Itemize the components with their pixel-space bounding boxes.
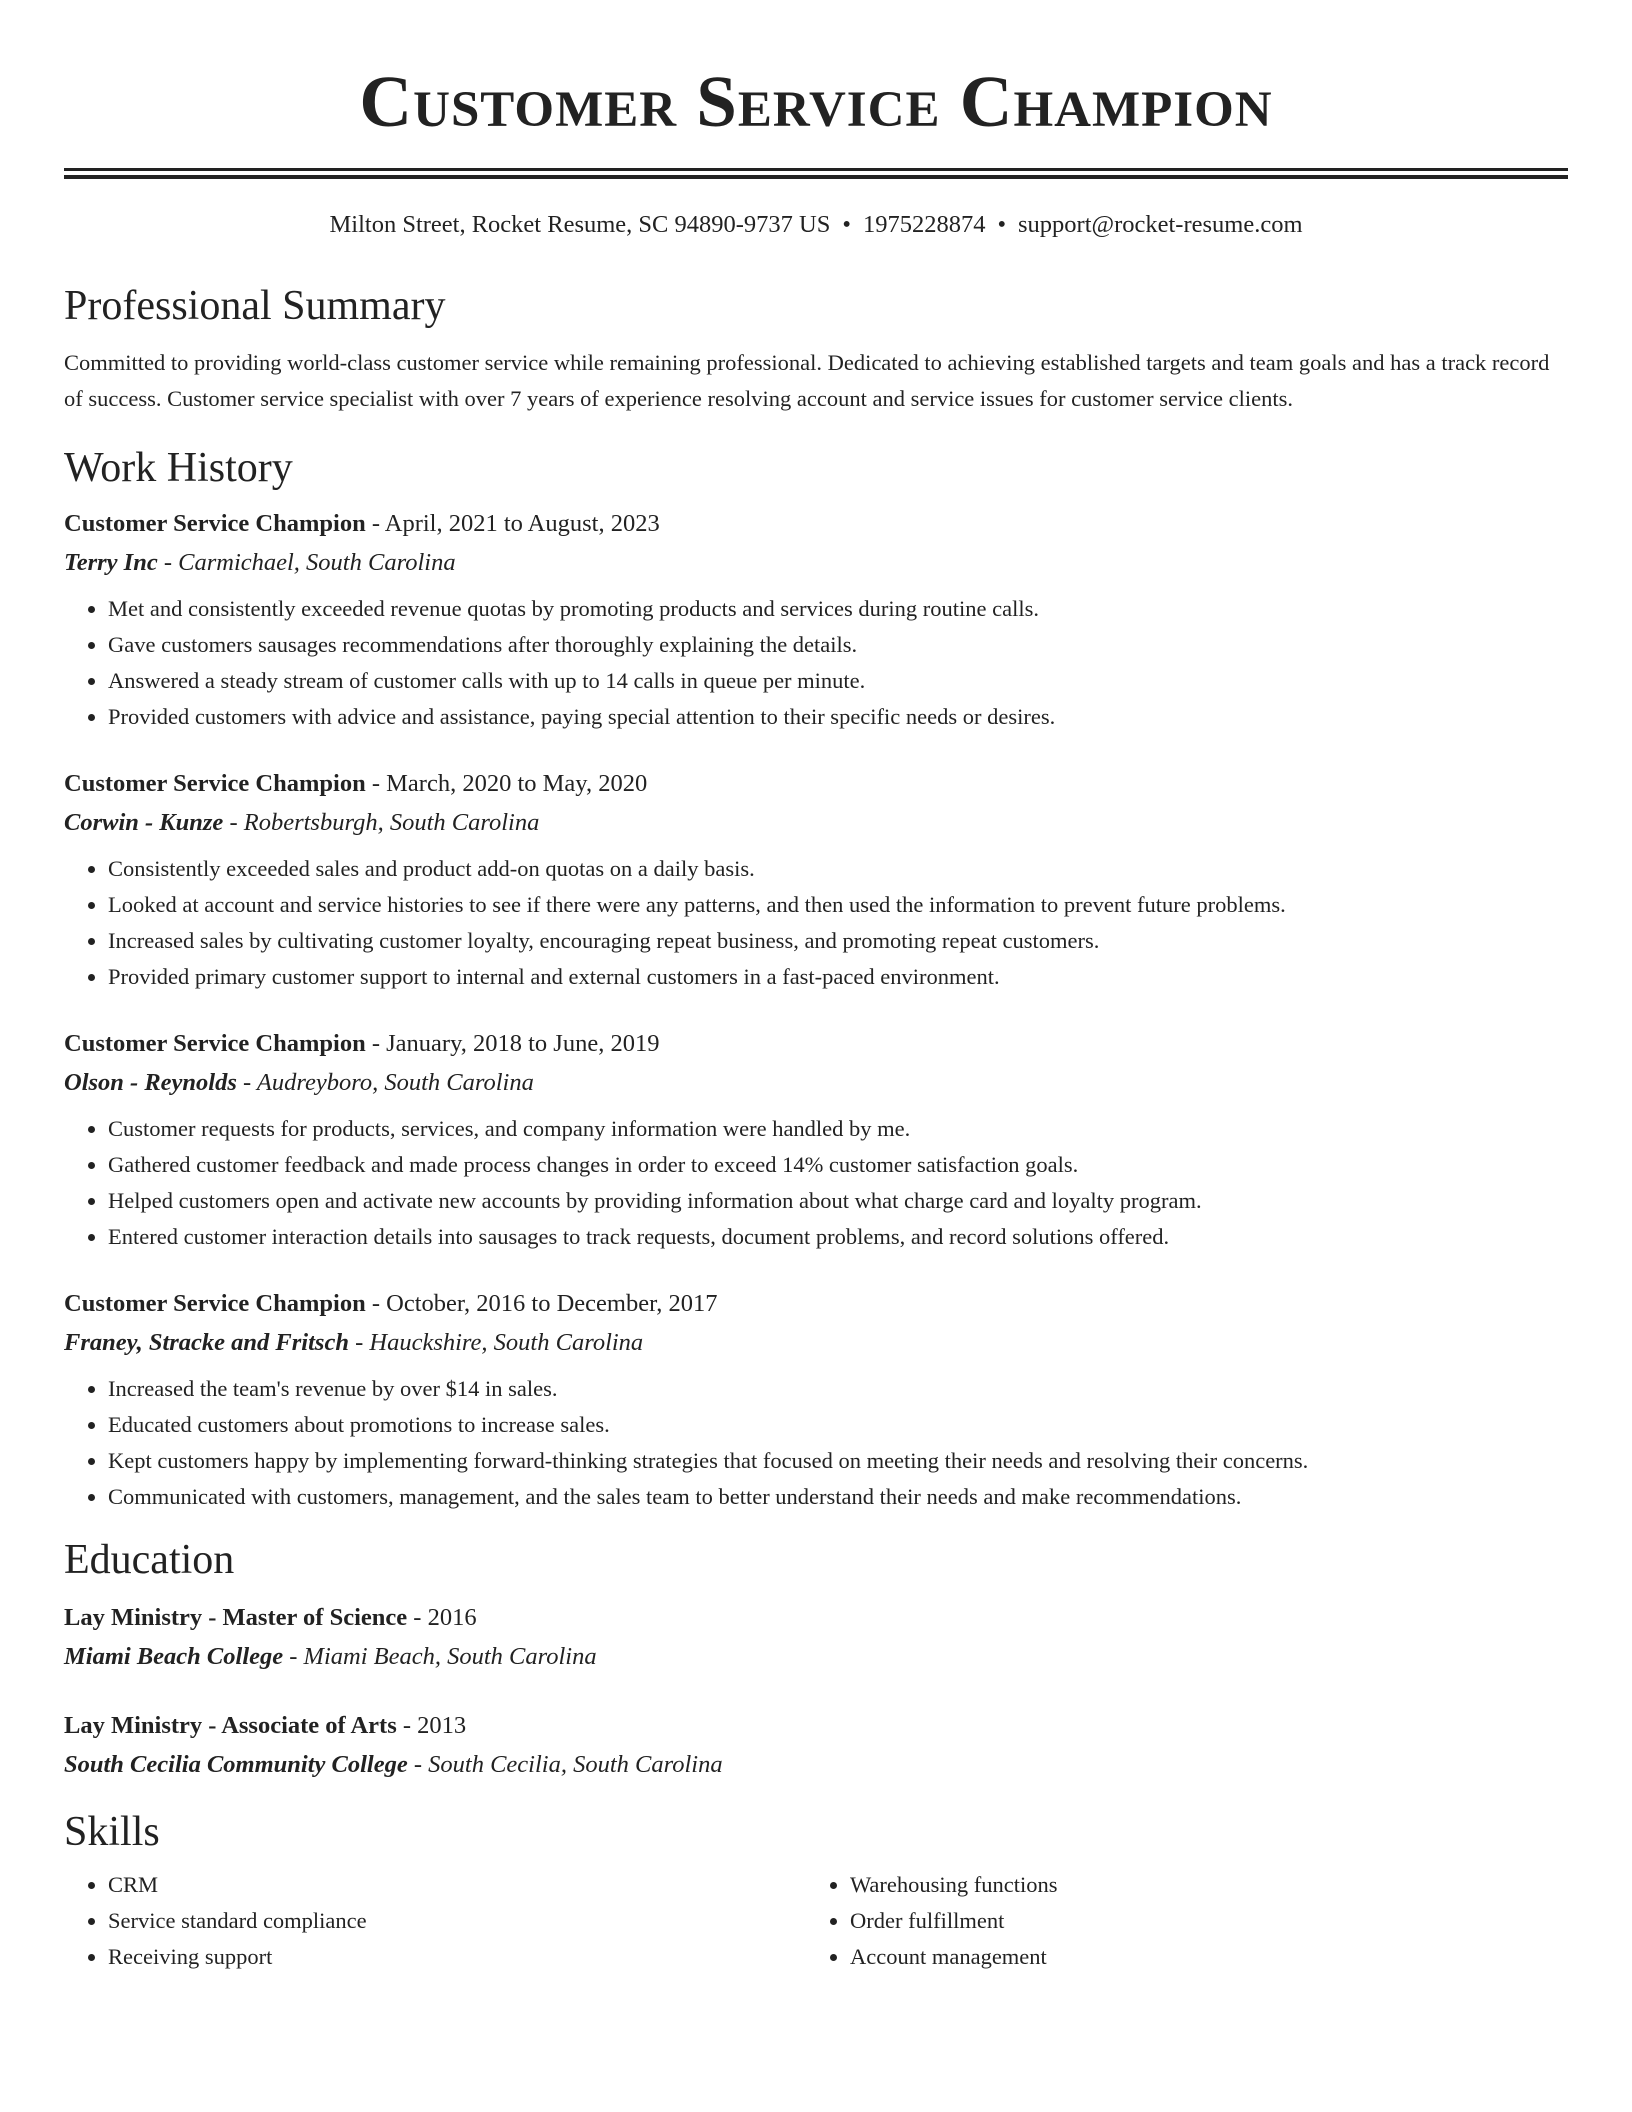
job-entry <box>64 505 1568 735</box>
resume-page <box>64 0 1568 1975</box>
job-bullet: • Helped customers open and activate new accounts by providing information about what charge card and loyalty program. <box>108 1183 1568 1219</box>
job-role: Customer Service Champion <box>64 1030 366 1057</box>
job-company-line: Terry Inc - Carmichael, South Carolina <box>64 549 456 576</box>
education-location: Miami Beach, South Carolina <box>303 1643 597 1670</box>
job-company: Olson - Reynolds <box>64 1069 237 1096</box>
job-dates: January, 2018 to June, 2019 <box>386 1030 660 1057</box>
education-degree: Lay Ministry - Master of Science <box>64 1604 408 1631</box>
job-title-line: Customer Service Champion - April, 2021 to August, 2023 <box>64 510 660 537</box>
job-title-line: Customer Service Champion - January, 2018 to June, 2019 <box>64 1030 660 1057</box>
job-dates: April, 2021 to August, 2023 <box>384 510 660 537</box>
job-bullet: • Provided customers with advice and assistance, paying special attention to their specific needs or desires. <box>108 699 1568 735</box>
job-company-line: Corwin - Kunze - Robertsburgh, South Carolina <box>64 809 540 836</box>
education-location: South Cecilia, South Carolina <box>428 1751 723 1778</box>
job-dates: October, 2016 to December, 2017 <box>386 1290 718 1317</box>
skill-item: • Receiving support <box>108 1939 806 1975</box>
job-entry <box>64 1025 1568 1255</box>
education-degree-line: Lay Ministry - Master of Science - 2016 <box>64 1604 477 1631</box>
job-company-line: Olson - Reynolds - Audreyboro, South Carolina <box>64 1069 534 1096</box>
job-bullet: • Answered a steady stream of customer calls with up to 14 calls in queue per minute. <box>108 663 1568 699</box>
job-bullet: • Met and consistently exceeded revenue quotas by promoting products and services during routine calls. <box>108 591 1568 627</box>
job-company: Terry Inc <box>64 549 158 576</box>
education-year: 2013 <box>417 1712 467 1739</box>
job-bullets <box>64 1111 1568 1255</box>
education-school: South Cecilia Community College <box>64 1751 408 1778</box>
job-title-line: Customer Service Champion - March, 2020 to May, 2020 <box>64 770 648 797</box>
job-entry <box>64 1285 1568 1515</box>
job-location: Carmichael, South Carolina <box>178 549 456 576</box>
job-location: Hauckshire, South Carolina <box>369 1329 644 1356</box>
job-bullet: • Consistently exceeded sales and product add-on quotas on a daily basis. <box>108 851 1568 887</box>
job-bullet: • Customer requests for products, services, and company information were handled by me. <box>108 1111 1568 1147</box>
skills-heading: Skills <box>64 1809 160 1855</box>
education-degree-line: Lay Ministry - Associate of Arts - 2013 <box>64 1712 467 1739</box>
contact-separator: • <box>997 211 1007 238</box>
skill-item: • Order fulfillment <box>850 1903 1548 1939</box>
job-location: Robertsburgh, South Carolina <box>243 809 540 836</box>
skills-list <box>64 1867 1568 1975</box>
education-heading: Education <box>64 1537 235 1583</box>
job-role: Customer Service Champion <box>64 770 366 797</box>
job-bullet: • Entered customer interaction details into sausages to track requests, document problems, and record solutions offered. <box>108 1219 1568 1255</box>
job-bullet: • Educated customers about promotions to increase sales. <box>108 1407 1568 1443</box>
job-bullets <box>64 591 1568 735</box>
contact-email: support@rocket-resume.com <box>1018 211 1303 238</box>
contact-address: Milton Street, Rocket Resume, SC 94890-9737 US <box>329 211 831 238</box>
candidate-name: Customer Service Champion <box>359 61 1273 142</box>
job-bullet: • Increased sales by cultivating customer loyalty, encouraging repeat business, and promoting repeat customers. <box>108 923 1568 959</box>
contact-line <box>64 209 1568 241</box>
education-degree: Lay Ministry - Associate of Arts <box>64 1712 397 1739</box>
job-bullet: • Gathered customer feedback and made process changes in order to exceed 14% customer satisfaction goals. <box>108 1147 1568 1183</box>
job-bullets <box>64 851 1568 995</box>
skills-column-left <box>64 1867 806 1975</box>
job-company: Franey, Stracke and Fritsch <box>64 1329 349 1356</box>
job-bullet: • Kept customers happy by implementing forward-thinking strategies that focused on meeting their needs and resolving their concerns. <box>108 1443 1568 1479</box>
skill-item: • CRM <box>108 1867 806 1903</box>
contact-phone: 1975228874 <box>862 211 986 238</box>
job-location: Audreyboro, South Carolina <box>256 1069 534 1096</box>
job-bullet: • Gave customers sausages recommendations after thoroughly explaining the details. <box>108 627 1568 663</box>
education-school-line: South Cecilia Community College - South Cecilia, South Carolina <box>64 1751 723 1778</box>
education-year: 2016 <box>427 1604 477 1631</box>
job-role: Customer Service Champion <box>64 510 366 537</box>
summary-heading: Professional Summary <box>64 283 446 329</box>
contact-separator: • <box>842 211 851 238</box>
job-title-line: Customer Service Champion - October, 2016 to December, 2017 <box>64 1290 718 1317</box>
job-bullet: • Looked at account and service histories to see if there were any patterns, and then used the information to prevent future problems. <box>108 887 1568 923</box>
education-school: Miami Beach College <box>64 1643 284 1670</box>
skill-item: • Account management <box>850 1939 1548 1975</box>
job-bullets <box>64 1371 1568 1515</box>
education-entry <box>64 1599 1568 1677</box>
education-school-line: Miami Beach College - Miami Beach, South Carolina <box>64 1643 597 1670</box>
header-divider <box>64 168 1568 179</box>
job-company: Corwin - Kunze <box>64 809 224 836</box>
job-bullet: • Provided primary customer support to internal and external customers in a fast-paced environment. <box>108 959 1568 995</box>
job-bullet: • Communicated with customers, management, and the sales team to better understand their needs and make recommendations. <box>108 1479 1568 1515</box>
skill-item: • Warehousing functions <box>850 1867 1548 1903</box>
skill-item: • Service standard compliance <box>108 1903 806 1939</box>
education-entry <box>64 1707 1568 1785</box>
job-dates: March, 2020 to May, 2020 <box>386 770 648 797</box>
skills-column-right <box>806 1867 1548 1975</box>
job-bullet: • Increased the team's revenue by over $14 in sales. <box>108 1371 1568 1407</box>
job-entry <box>64 765 1568 995</box>
job-company-line: Franey, Stracke and Fritsch - Hauckshire, South Carolina <box>64 1329 644 1356</box>
work-history-heading: Work History <box>64 445 293 491</box>
job-role: Customer Service Champion <box>64 1290 366 1317</box>
summary-text: Committed to providing world-class customer service while remaining professional. Dedicated to achieving established targets and team goals and has a track record of success. Customer service specialist with over 7 years of experience resolving account and service issues for customer service clients. <box>64 350 1550 411</box>
